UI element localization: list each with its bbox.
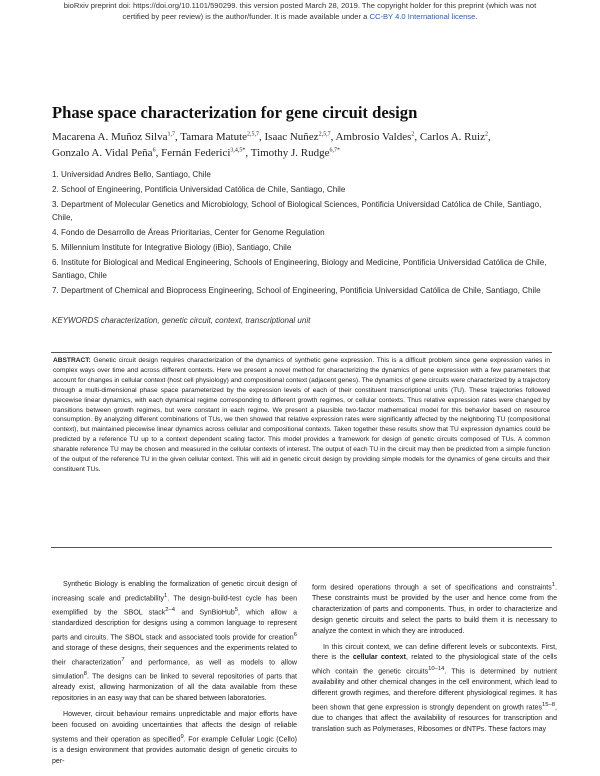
- body-column-right: [312, 580, 557, 741]
- author: Fernán Federici$^{3,4,5*}$,: [161, 147, 251, 159]
- keywords: KEYWORDS characterization, genetic circuit, context, transcriptional unit: [52, 316, 311, 325]
- paragraph: form desired operations through a set of specifications and constraints$^1$. These constraints must be provided by the user and hence come from the characterization of parts and components. Thus, in order to characterize and design genetic circuits and select the parts to build them it is necessary to analyze the context in which they are introduced.: [312, 582, 557, 635]
- abstract-text: Genetic circuit design requires characterization of the dynamics of synthetic gene expression. This is a difficult problem since gene expression varies in complex ways over time and across different contexts. Here we present a novel method for characterizing the dynamics of gene expression with a few parameters that account for changes in cellular context (host cell physiology) and compositional context (adjacent genes). The dynamics of gene circuits were characterized by a trajectory through a multi-dimensional phase space parameterized by the expression levels of each of their constituent transcriptional units (TU). These trajectories followed piecewise linear dynamics, with each dynamical regime corresponding to different growth regimes, or cellular contexts. Thus relative expression rates were changed by transitions between growth regimes, but were constant in each regime. We present a plausible two-factor mathematical model for this behavior based on resource consumption. By analyzing different combinations of TUs, we then showed that relative expression rates were significantly affected by the neighboring TU (compositional context), but maintained piecewise linear dynamics across cellular and compositional contexts. Taken together these results show that TU expression dynamics could be predicted by a reference TU up to a context dependent scaling factor. This model provides a framework for design of genetic circuits composed of TUs. A common sharable reference TU may be chosen and measured in the cellular contexts of interest. The output of each TU in the circuit may then be predicted from a simple function of the output of the reference TU in the given cellular context. This will aid in genetic circuit design by providing simple models for the dynamics of gene circuits and their constituent TUs.: [53, 357, 550, 473]
- body-column-left: [52, 580, 297, 773]
- affiliation: 4. Fondo de Desarrollo de Áreas Prioritarias, Center for Genome Regulation: [52, 228, 325, 237]
- affiliation: 5. Millennium Institute for Integrative Biology (iBio), Santiago, Chile: [52, 243, 292, 252]
- abstract-box: [51, 352, 552, 548]
- citation: 9: [180, 733, 184, 740]
- author: Macarena A. Muñoz Silva$^{1,7}$,: [52, 131, 181, 143]
- author: Isaac Nuñez$^{2,5,7}$,: [264, 131, 336, 143]
- author: Ambrosio Valdes$^2$,: [335, 131, 420, 143]
- citation: 1: [164, 592, 168, 599]
- affiliation: 6. Institute for Biological and Medical Engineering, Schools of Engineering, Biology and Medicine, Pontificia Universidad Católica de Chile, Santiago, Chile: [52, 258, 547, 280]
- bold-term: cellular context: [352, 654, 406, 662]
- preprint-notice-line1: bioRxiv preprint doi: https://doi.org/10.1101/590299. this version posted March 28, 2019. The copyright holder for this preprint (which was not: [63, 1, 537, 10]
- preprint-notice: [0, 1, 600, 22]
- citation: 7: [121, 657, 125, 664]
- affiliation-list: [52, 168, 562, 299]
- author: Gonzalo A. Vidal Peña$^6$,: [52, 147, 162, 159]
- preprint-notice-line2: certified by peer review) is the author/funder. It is made available under a CC-BY 4.0 International license.: [122, 11, 478, 21]
- citation: 8: [83, 671, 87, 678]
- affiliation: 1. Universidad Andres Bello, Santiago, Chile: [52, 170, 211, 179]
- author: Timothy J. Rudge$^{6,7*}$: [250, 147, 340, 159]
- citation: 6: [293, 632, 297, 639]
- paragraph: Synthetic Biology is enabling the formalization of genetic circuit design of increasing scale and predictability$^1$. The design-build-test cycle has been exemplified by the SBOL stack$^{2-4}$ and SynBioHub$^5$, which allow a standardized description for designs using a common language to represent parts and circuits. The SBOL stack and associated tools provide for creation$^6$ and storage of these designs, their sequences and the experiments related to their characterization$^7$ and performance, as well as models to allow simulation$^8$. The designs can be linked to several repositories of parts that already exist, allowing harmonization of all the data available from these repositories in an easy way that can be shared between laboratories.: [52, 581, 297, 703]
- affiliation: 7. Department of Chemical and Bioprocess Engineering, School of Engineering, Pontificia Universidad Católica de Chile, Santiago, Chile: [52, 286, 541, 295]
- paper-title: Phase space characterization for gene circuit design: [52, 103, 418, 122]
- author: Carlos A. Ruiz$^2$,: [419, 131, 491, 143]
- paragraph: However, circuit behaviour remains unpredictable and major efforts have been focused on avoiding uncertainties that affects the design of reliable systems and their operation as specified$^9$. For example Cellular Logic (Cello) is a design environment that provides automatic design of genetic circuits to per-: [52, 711, 297, 765]
- citation: 5: [234, 607, 238, 614]
- author: Tamara Matute$^{2,5,7}$,: [180, 131, 265, 143]
- citation: 1: [551, 582, 556, 588]
- abstract-label: ABSTRACT:: [53, 357, 91, 364]
- license-link[interactable]: CC-BY 4.0 International license: [369, 11, 476, 21]
- affiliation: 2. School of Engineering, Pontificia Universidad Católica de Chile, Santiago, Chile: [52, 185, 346, 194]
- citation: 15–8: [541, 702, 556, 709]
- citation: 2–4: [165, 607, 176, 614]
- affiliation: 3. Department of Molecular Genetics and Microbiology, School of Biological Sciences, Pontificia Universidad Católica de Chile, Santiago, Chile,: [52, 200, 542, 222]
- citation: 10–14: [428, 666, 445, 673]
- paragraph: In this circuit context, we can define different levels or subcontexts. First, there is the cellular context, related to the physiological state of the cells which contain the genetic circuits$^{10-14}$. This is determined by nutrient availability and other chemical changes in the cell environment, which lead to different growth regimes, and therefore different physiological regimes. It has been shown that gene expression is strongly dependent on growth rates$^{15-8}$, due to changes that affect the availability of resources for transcription and translation such as Polymerases, Ribosomes or dNTPs. These factors may: [312, 643, 558, 734]
- author-list: [52, 129, 562, 161]
